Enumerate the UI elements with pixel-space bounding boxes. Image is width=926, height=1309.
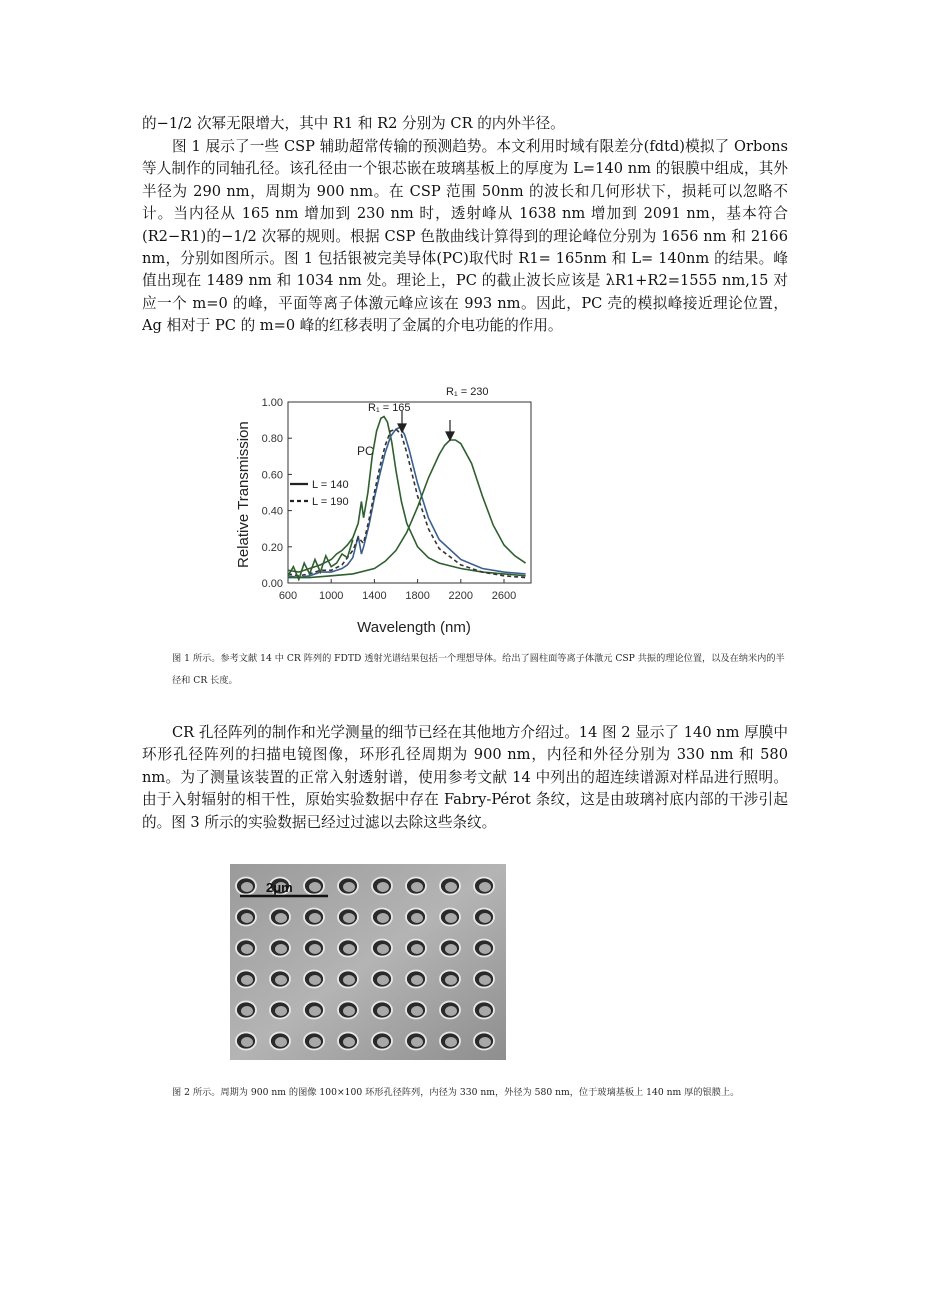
aperture-core — [241, 975, 253, 985]
annotation-pc: PC — [357, 444, 374, 458]
aperture-core — [309, 975, 321, 985]
figure-1-caption: 图 1 所示。参考文献 14 中 CR 阵列的 FDTD 透射光谱结果包括一个理想导体。给出了圆柱面等离子体激元 CSP 共振的理论位置，以及在纳米内的半径和 CR 长度。 — [172, 653, 785, 686]
aperture-core — [445, 882, 457, 892]
paragraph-3: CR 孔径阵列的制作和光学测量的细节已经在其他地方介绍过。14 图 2 显示了 140 nm 厚膜中环形孔径阵列的扫描电镜图像，环形孔径周期为 900 nm，内径和外径分别为 330 nm 和 580 nm。为了测量该装置的正常入射透射谱，使用参考文献 14 中列出的超连续谱源对样品进行照明。由于入射辐射的相干性，原始实验数据中存在 Fabry-Pérot 条纹，这是由玻璃衬底内部的干涉引起的。图 3 所示的实验数据已经过过滤以去除这些条纹。 — [142, 724, 788, 831]
aperture-core — [343, 944, 355, 954]
aperture-core — [377, 944, 389, 954]
sem-image — [230, 864, 506, 1060]
aperture-core — [377, 913, 389, 923]
aperture-core — [445, 975, 457, 985]
aperture-core — [479, 882, 491, 892]
aperture-core — [377, 1006, 389, 1016]
aperture-core — [309, 1006, 321, 1016]
aperture-core — [479, 944, 491, 954]
scale-bar-label: 2μm — [266, 880, 293, 895]
x-tick-label: 1400 — [362, 590, 387, 602]
aperture-core — [309, 882, 321, 892]
aperture-core — [275, 1006, 287, 1016]
aperture-core — [411, 882, 423, 892]
aperture-core — [411, 975, 423, 985]
aperture-core — [275, 913, 287, 923]
y-tick-label: 1.00 — [261, 397, 283, 409]
y-tick-label: 0.60 — [261, 469, 283, 482]
x-tick-label: 1800 — [405, 590, 430, 602]
aperture-core — [343, 913, 355, 923]
annotation-r165: R₁ = 165 — [368, 402, 411, 414]
x-tick-label: 600 — [278, 590, 298, 602]
aperture-core — [445, 1037, 457, 1047]
series-line-4 — [288, 540, 353, 580]
aperture-core — [275, 944, 287, 954]
y-tick-label: 0.00 — [261, 578, 283, 590]
aperture-core — [241, 882, 253, 892]
plot-area — [262, 397, 531, 602]
aperture-core — [479, 913, 491, 923]
aperture-core — [445, 913, 457, 923]
aperture-core — [275, 1037, 287, 1047]
aperture-core — [479, 1006, 491, 1016]
aperture-core — [241, 944, 253, 954]
y-tick-label: 0.80 — [261, 433, 283, 446]
paragraph-2: 图 1 展示了一些 CSP 辅助超常传输的预测趋势。本文利用时域有限差分(fdtd)模拟了 Orbons 等人制作的同轴孔径。该孔径由一个银芯嵌在玻璃基板上的厚度为 L=140 nm 的银膜中组成，其外半径为 290 nm，周期为 900 nm。在 CSP 范围 50nm 的波长和几何形状下，损耗可以忽略不计。当内径从 165 nm 增加到 230 nm 时，透射峰从 1638 nm 增加到 2091 nm，基本符合(R2−R1)的−1/2 次幂的规则。根据 CSP 色散曲线计算得到的理论峰位分别为 1656 nm 和 2166 nm，分别如图所示。图 1 包括银被完美导体(PC)取代时 R1= 165nm 和 L= 140nm 的结果。峰值出现在 1489 nm 和 1034 nm 处。理论上，PC 的截止波长应该是 λR1+R2=1555 nm,15 对应一个 m=0 的峰，平面等离子体激元峰应该在 993 nm。因此，PC 壳的模拟峰接近理论位置，Ag 相对于 PC 的 m=0 峰的红移表明了金属的介电功能的作用。 — [142, 138, 788, 335]
y-tick-label: 0.40 — [261, 505, 283, 518]
legend-entry-l140: L = 140 — [312, 479, 349, 491]
aperture-core — [241, 913, 253, 923]
aperture-core — [479, 975, 491, 985]
plot-frame — [288, 402, 531, 583]
aperture-core — [343, 1037, 355, 1047]
y-tick-label: 0.20 — [261, 541, 283, 554]
aperture-core — [343, 975, 355, 985]
figure-2-caption: 图 2 所示。周期为 900 nm 的图像 100×100 环形孔径阵列，内径为 330 nm，外径为 580 nm，位于玻璃基板上 140 nm 厚的银膜上。 — [172, 1087, 740, 1098]
annotation-r230: R₁ = 230 — [446, 386, 489, 398]
aperture-core — [309, 913, 321, 923]
aperture-core — [445, 944, 457, 954]
aperture-core — [343, 882, 355, 892]
series-line-3 — [288, 440, 526, 578]
aperture-core — [309, 944, 321, 954]
chart-xlabel: Wavelength (nm) — [357, 619, 471, 636]
x-tick-label: 2200 — [448, 590, 474, 602]
arrow-r230 — [446, 420, 454, 440]
aperture-core — [411, 944, 423, 954]
x-tick-label: 2600 — [491, 590, 517, 602]
transmission-chart — [228, 380, 548, 642]
aperture-core — [377, 1037, 389, 1047]
aperture-core — [343, 1006, 355, 1016]
aperture-core — [275, 975, 287, 985]
paragraph-1: 的−1/2 次幂无限增大，其中 R1 和 R2 分别为 CR 的内外半径。 — [142, 115, 565, 132]
legend-entry-l190: L = 190 — [312, 496, 349, 508]
aperture-core — [309, 1037, 321, 1047]
aperture-core — [411, 1006, 423, 1016]
aperture-core — [241, 1037, 253, 1047]
aperture-core — [411, 1037, 423, 1047]
aperture-core — [377, 882, 389, 892]
aperture-core — [241, 1006, 253, 1016]
x-tick-label: 1000 — [318, 590, 344, 602]
legend — [290, 479, 349, 508]
chart-ylabel: Relative Transmission — [235, 421, 252, 568]
aperture-core — [411, 913, 423, 923]
aperture-core — [445, 1006, 457, 1016]
aperture-core — [479, 1037, 491, 1047]
aperture-core — [377, 975, 389, 985]
arrow-r165 — [398, 411, 406, 432]
